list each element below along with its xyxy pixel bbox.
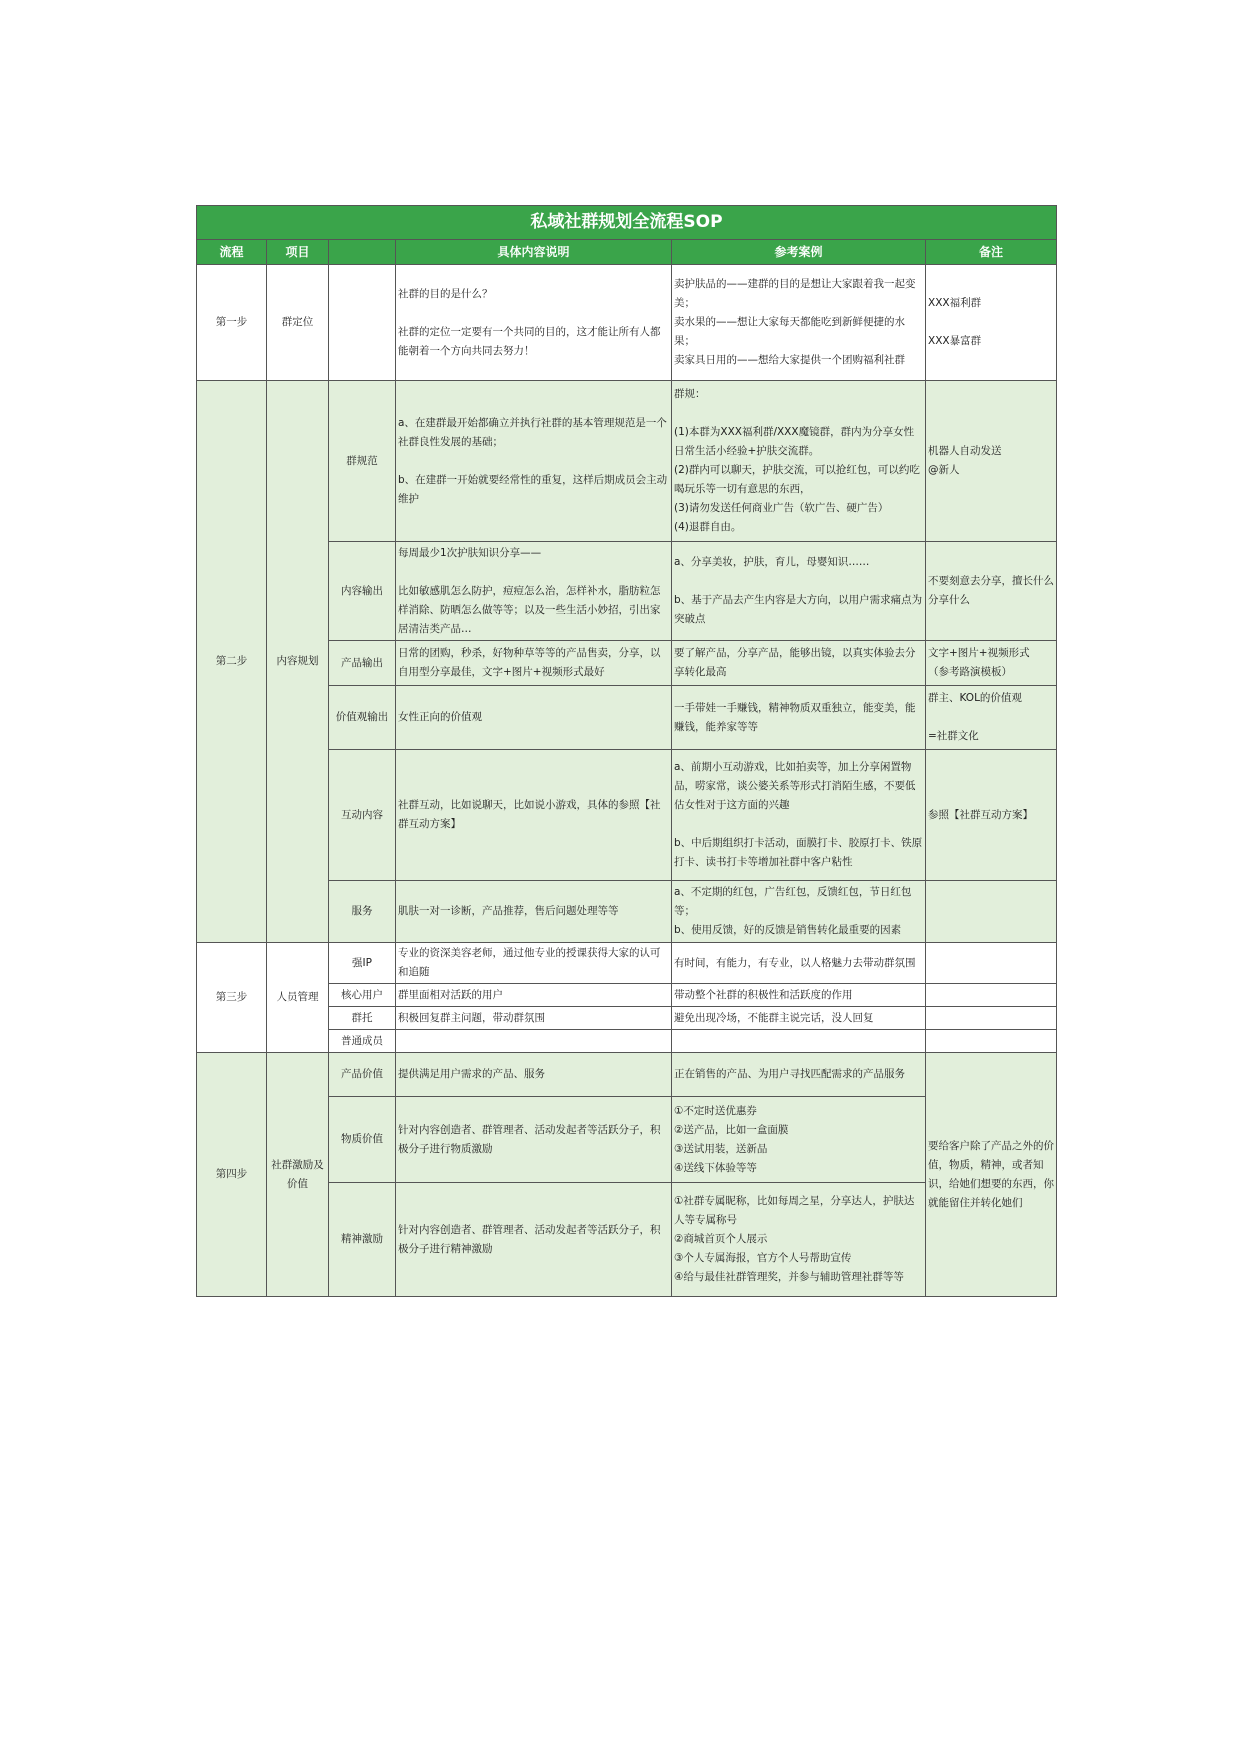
header-sub xyxy=(329,240,396,265)
note-cell xyxy=(926,265,1057,381)
desc-cell: 群里面相对活跃的用户 xyxy=(396,984,672,1007)
sub-cell: 核心用户 xyxy=(329,984,396,1007)
header-note: 备注 xyxy=(926,240,1057,265)
header-ref: 参考案例 xyxy=(672,240,926,265)
ref-cell xyxy=(672,1030,926,1053)
note-line: =社群文化 xyxy=(928,730,979,742)
note-cell xyxy=(926,641,1057,686)
note-line: XXX暴富群 xyxy=(928,335,982,347)
note-line: XXX福利群 xyxy=(928,297,982,309)
ref-cell xyxy=(672,381,926,542)
table-row xyxy=(197,265,1057,381)
ref-line: a、不定期的红包，广告红包，反馈红包，节日红包等； xyxy=(674,886,912,917)
ref-line: 卖水果的——想让大家每天都能吃到新鲜便捷的水果； xyxy=(674,316,905,347)
table-row xyxy=(197,1053,1057,1097)
item-cell: 内容规划 xyxy=(267,381,329,943)
desc-cell: 针对内容创造者、群管理者、活动发起者等活跃分子，积极分子进行精神激励 xyxy=(396,1183,672,1297)
ref-cell: 避免出现冷场，不能群主说完话，没人回复 xyxy=(672,1007,926,1030)
ref-line: a、前期小互动游戏，比如拍卖等，加上分享闲置物品，唠家常，谈公婆关系等形式打消陌生感，不要低估女性对于这方面的兴趣 xyxy=(674,761,916,811)
desc-cell: 提供满足用户需求的产品、服务 xyxy=(396,1053,672,1097)
table-row xyxy=(197,381,1057,542)
ref-line: b、中后期组织打卡活动，面膜打卡、胶原打卡、铁原打卡、读书打卡等增加社群中客户粘性 xyxy=(674,837,923,868)
sub-cell: 产品价值 xyxy=(329,1053,396,1097)
ref-line: (4)退群自由。 xyxy=(674,521,742,533)
item-cell: 社群激励及价值 xyxy=(267,1053,329,1297)
ref-line: ②送产品，比如一盒面膜 xyxy=(674,1123,789,1136)
note-cell: 要给客户除了产品之外的价值，物质，精神，或者知识，给她们想要的东西，你就能留住并转化她们 xyxy=(926,1053,1057,1297)
desc-cell: 日常的团购，秒杀，好物种草等等的产品售卖，分享，以自用型分享最佳，文字+图片+视频形式最好 xyxy=(396,641,672,686)
note-line: 文字+图片+视频形式 xyxy=(928,647,1030,659)
ref-cell xyxy=(672,1183,926,1297)
item-cell: 人员管理 xyxy=(267,943,329,1053)
item-cell: 群定位 xyxy=(267,265,329,381)
note-cell xyxy=(926,984,1057,1007)
ref-line: ①社群专属昵称，比如每周之星，分享达人，护肤达人等专属称号 xyxy=(674,1195,915,1226)
note-line: （参考路演模板） xyxy=(928,666,1012,678)
note-line: 不要刻意去分享，擅长什么分享什么 xyxy=(928,575,1054,606)
ref-line: ④给与最佳社群管理奖，并参与辅助管理社群等等 xyxy=(674,1271,904,1283)
note-cell xyxy=(926,686,1057,750)
ref-cell xyxy=(672,1097,926,1183)
ref-line: (1)本群为XXX福利群/XXX魔镜群，群内为分享女性日常生活小经验+护肤交流群。 xyxy=(674,426,915,457)
sub-cell: 物质价值 xyxy=(329,1097,396,1183)
desc-line: 比如敏感肌怎么防护，痘痘怎么治，怎样补水，脂肪粒怎样消除、防晒怎么做等等；以及一些生活小妙招，引出家居清洁类产品… xyxy=(398,584,661,635)
desc-line: 社群的定位一定要有一个共同的目的，这才能让所有人都能朝着一个方向共同去努力！ xyxy=(398,325,661,357)
process-cell: 第一步 xyxy=(197,265,267,381)
ref-cell: 正在销售的产品、为用户寻找匹配需求的产品服务 xyxy=(672,1053,926,1097)
ref-cell: 有时间，有能力，有专业，以人格魅力去带动群氛围 xyxy=(672,943,926,984)
note-cell xyxy=(926,943,1057,984)
desc-cell: 社群互动，比如说聊天，比如说小游戏，具体的参照【社群互动方案】 xyxy=(396,750,672,881)
ref-cell xyxy=(672,881,926,943)
sub-cell: 精神激励 xyxy=(329,1183,396,1297)
ref-line: b、基于产品去产生内容是大方向，以用户需求痛点为突破点 xyxy=(674,594,923,625)
ref-line: ④送线下体验等等 xyxy=(674,1161,757,1174)
desc-cell: 专业的资深美容老师，通过他专业的授课获得大家的认可和追随 xyxy=(396,943,672,984)
desc-cell: 积极回复群主问题，带动群氛围 xyxy=(396,1007,672,1030)
desc-cell xyxy=(396,265,672,381)
desc-line: b、在建群一开始就要经常性的重复，这样后期成员会主动维护 xyxy=(398,473,668,505)
sheet-title: 私域社群规划全流程SOP xyxy=(197,206,1057,240)
process-cell: 第二步 xyxy=(197,381,267,943)
sub-cell: 互动内容 xyxy=(329,750,396,881)
process-cell: 第三步 xyxy=(197,943,267,1053)
desc-line: a、在建群最开始都确立并执行社群的基本管理规范是一个社群良性发展的基础； xyxy=(398,416,667,448)
ref-line: ③个人专属海报，官方个人号帮助宣传 xyxy=(674,1252,852,1264)
sub-cell: 群托 xyxy=(329,1007,396,1030)
desc-cell xyxy=(396,1030,672,1053)
ref-cell: 一手带娃一手赚钱，精神物质双重独立，能变美，能赚钱，能养家等等 xyxy=(672,686,926,750)
sub-cell: 强IP xyxy=(329,943,396,984)
desc-cell xyxy=(396,542,672,641)
sub-cell: 产品输出 xyxy=(329,641,396,686)
desc-cell xyxy=(396,381,672,542)
ref-cell xyxy=(672,542,926,641)
sub-cell: 服务 xyxy=(329,881,396,943)
sop-sheet xyxy=(196,205,1056,1297)
ref-line: ①不定时送优惠券 xyxy=(674,1104,757,1117)
ref-line: ③送试用装，送新品 xyxy=(674,1142,768,1155)
desc-cell: 肌肤一对一诊断，产品推荐，售后问题处理等等 xyxy=(396,881,672,943)
header-item: 项目 xyxy=(267,240,329,265)
ref-cell xyxy=(672,265,926,381)
ref-line: 群规： xyxy=(674,388,706,400)
ref-line: 卖家具日用的——想给大家提供一个团购福利社群 xyxy=(674,354,905,366)
ref-cell: 要了解产品，分享产品，能够出镜，以真实体验去分享转化最高 xyxy=(672,641,926,686)
header-process: 流程 xyxy=(197,240,267,265)
sub-cell: 群规范 xyxy=(329,381,396,542)
note-cell: 参照【社群互动方案】 xyxy=(926,750,1057,881)
note-line: @新人 xyxy=(928,464,960,476)
sub-cell: 内容输出 xyxy=(329,542,396,641)
ref-line: a、分享美妆，护肤，育儿，母婴知识…… xyxy=(674,556,870,568)
ref-line: (2)群内可以聊天，护肤交流，可以抢红包，可以约吃喝玩乐等一切有意思的东西， xyxy=(674,464,920,495)
note-line: 机器人自动发送 xyxy=(928,445,1002,457)
sub-cell: 价值观输出 xyxy=(329,686,396,750)
ref-line: b、使用反馈，好的反馈是销售转化最重要的因素 xyxy=(674,924,902,936)
desc-line: 社群的目的是什么？ xyxy=(398,287,493,300)
ref-cell xyxy=(672,750,926,881)
note-cell xyxy=(926,1007,1057,1030)
desc-line: 每周最少1次护肤知识分享—— xyxy=(398,546,542,559)
ref-line: (3)请勿发送任何商业广告（软广告、硬广告） xyxy=(674,502,889,514)
header-desc: 具体内容说明 xyxy=(396,240,672,265)
ref-line: ②商城首页个人展示 xyxy=(674,1233,768,1245)
note-cell xyxy=(926,881,1057,943)
sop-table xyxy=(196,205,1057,1297)
note-line: 群主、KOL的价值观 xyxy=(928,692,1022,704)
ref-line: 卖护肤品的——建群的目的是想让大家跟着我一起变美； xyxy=(674,278,916,309)
desc-cell: 针对内容创造者、群管理者、活动发起者等活跃分子，积极分子进行物质激励 xyxy=(396,1097,672,1183)
table-row xyxy=(197,943,1057,984)
note-cell xyxy=(926,381,1057,542)
note-cell xyxy=(926,1030,1057,1053)
note-cell xyxy=(926,542,1057,641)
process-cell: 第四步 xyxy=(197,1053,267,1297)
sub-cell xyxy=(329,265,396,381)
ref-cell: 带动整个社群的积极性和活跃度的作用 xyxy=(672,984,926,1007)
sub-cell: 普通成员 xyxy=(329,1030,396,1053)
desc-cell: 女性正向的价值观 xyxy=(396,686,672,750)
